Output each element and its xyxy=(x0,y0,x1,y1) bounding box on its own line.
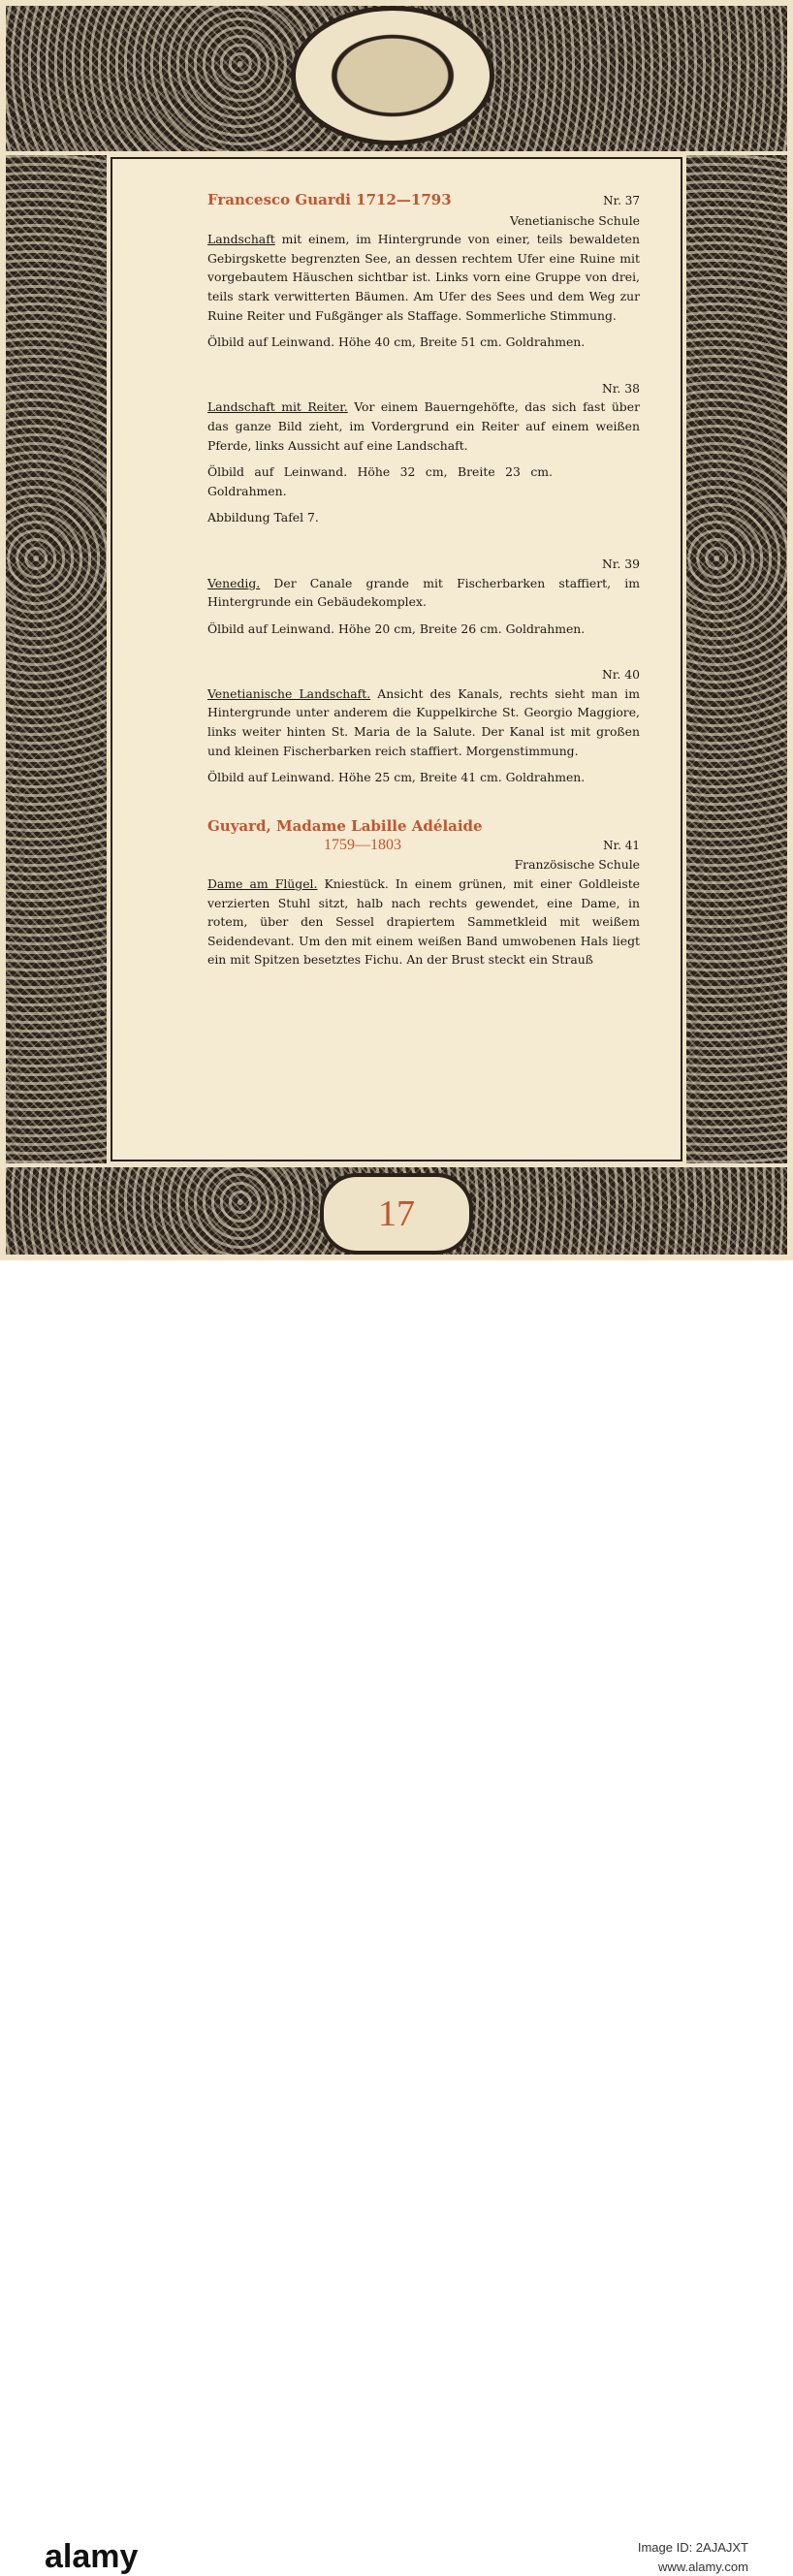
description-text: Ansicht des Kanals, rechts sieht man im Hintergrunde unter anderem die Kuppelkirche St. Georgio Maggiore, links weiter hinten St. Maria de la Salute. Der Kanal ist mit großen und kleinen Fischerbarken reich staffiert. Morgenstimmung. xyxy=(207,685,640,758)
technique-text: Ölbild auf Leinwand. Höhe 40 cm, Breite 51 cm. Goldrahmen. xyxy=(207,334,586,350)
entry-41-description xyxy=(207,875,640,970)
stock-image-id: Image ID: 2AJAJXT xyxy=(637,2540,748,2555)
page-number-cartouche xyxy=(320,1173,473,1255)
artist-dates: 1759—1803 xyxy=(324,836,401,853)
technique-text: Ölbild auf Leinwand. Höhe 25 cm, Breite 41 cm. Goldrahmen. xyxy=(207,770,586,785)
entry-number: Nr. 40 xyxy=(601,667,640,683)
entry-title: Landschaft mit Reiter. xyxy=(207,399,348,415)
stock-logo: alamy xyxy=(45,2538,139,2575)
entry-39-description xyxy=(207,574,640,612)
entry-number: Nr. 37 xyxy=(603,194,640,207)
entry-number: Nr. 38 xyxy=(601,380,640,396)
stock-url: www.alamy.com xyxy=(658,2560,748,2574)
catalog-content xyxy=(207,190,640,970)
description-text: Der Canale grande mit Fischerbarken staffiert, im Hintergrunde ein Gebäudekomplex. xyxy=(207,575,640,610)
page-number: 17 xyxy=(378,1193,415,1234)
right-ornamental-border xyxy=(686,155,787,1163)
entry-37-header xyxy=(207,190,640,211)
left-ornamental-border xyxy=(6,155,107,1163)
top-medallion-ornament xyxy=(291,6,494,145)
technique-text: Ölbild auf Leinwand. Höhe 32 cm, Breite 23 cm. Goldrahmen. xyxy=(207,464,553,498)
entry-title: Landschaft xyxy=(207,232,275,247)
stock-photo-banner xyxy=(0,1260,793,2575)
entry-38-description xyxy=(207,398,640,455)
artist-heading-guardi: Francesco Guardi 1712—1793 xyxy=(207,191,452,208)
entry-title: Dame am Flügel. xyxy=(207,876,318,892)
description-text: Kniestück. In einem grünen, mit einer Goldleiste verzierten Stuhl sitzt, halb nach rechts gewendet, eine Dame, in rotem, über den Sessel drapiertem Sammetkleid mit weißem Seidendevant. Um den mit einem weißen Band umwobenen Hals liegt ein mit Spitzen besetztes Fichu. An der Brust steckt ein Strauß xyxy=(207,876,641,968)
entry-title: Venedig. xyxy=(207,575,261,590)
entry-number: Nr. 41 xyxy=(603,838,640,852)
school-label: Französische Schule xyxy=(514,857,640,873)
entry-40-description xyxy=(207,684,640,760)
technique-text: Ölbild auf Leinwand. Höhe 20 cm, Breite 26 cm. Goldrahmen. xyxy=(207,620,586,636)
entry-37-description xyxy=(207,230,640,325)
catalog-page xyxy=(0,0,793,1260)
description-text: mit einem, im Hintergrunde von einer, teils bewaldeten Gebirgskette begrenzten See, an dessen rechtem Ufer eine Ruine mit vorgebautem Häuschen sichtbar ist. Links vorn eine Gruppe von drei, teils stark verwitterten Bäumen. Am Ufer des Sees und dem Weg zur Ruine Reiter und Fußgänger als Staffage. Sommerliche Stimmung. xyxy=(207,232,640,323)
school-label: Venetianische Schule xyxy=(510,212,640,228)
entry-41-header xyxy=(207,836,640,856)
artist-heading-guyard: Guyard, Madame Labille Adélaide xyxy=(207,816,483,835)
entry-title: Venetianische Landschaft. xyxy=(207,685,371,701)
illustration-reference: Abbildung Tafel 7. xyxy=(207,510,319,525)
entry-number: Nr. 39 xyxy=(601,556,640,571)
description-text: Vor einem Bauerngehöfte, das sich fast über das ganze Bild zieht, im Vordergrund ein Reiter auf einem weißen Pferde, links Aussicht auf eine Landschaft. xyxy=(207,399,640,453)
